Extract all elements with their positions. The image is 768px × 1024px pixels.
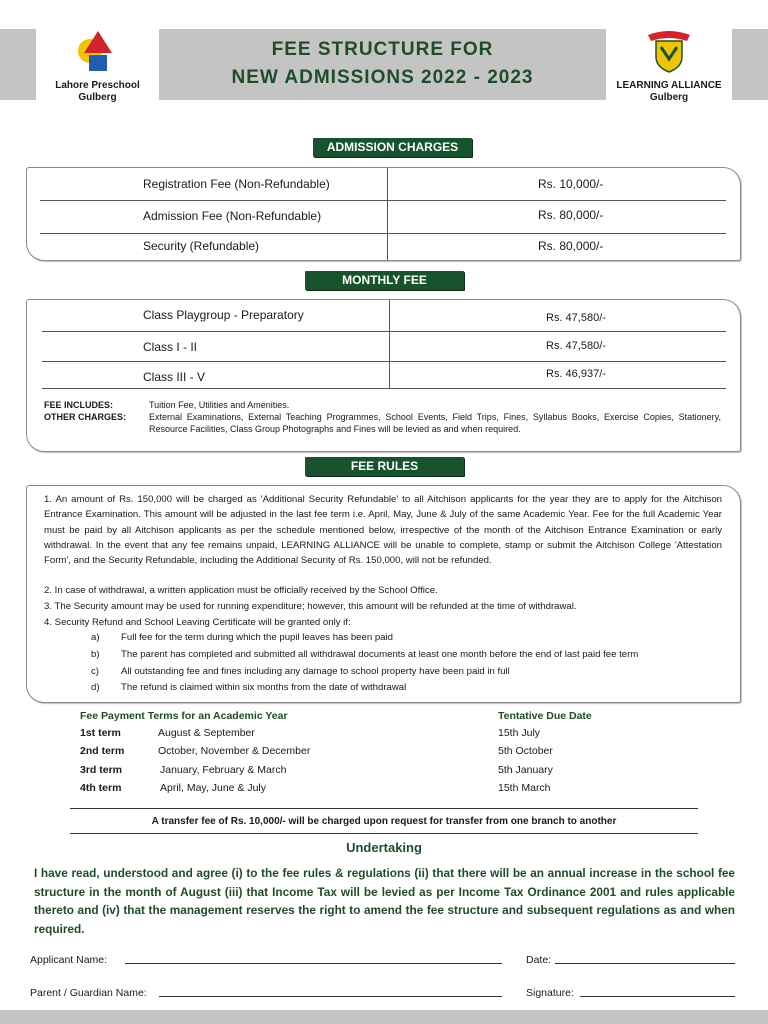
admission-divider <box>387 168 388 260</box>
term-label: 2nd term <box>80 745 125 757</box>
rule-sub-mark: b) <box>91 649 100 660</box>
divider <box>70 808 698 809</box>
page-title <box>159 29 606 100</box>
signature-line[interactable] <box>580 996 735 997</box>
row-divider <box>40 233 726 234</box>
term-label: 4th term <box>80 782 122 794</box>
applicant-name-line[interactable] <box>125 963 502 964</box>
admission-charges-heading: ADMISSION CHARGES <box>313 138 472 157</box>
guardian-name-line[interactable] <box>159 996 502 997</box>
right-logo-line1: LEARNING ALLIANCE <box>616 80 722 91</box>
term-label: 3rd term <box>80 764 123 776</box>
monthly-row-amount: Rs. 46,937/- <box>546 368 606 380</box>
monthly-row-label: Class Playgroup - Preparatory <box>143 308 304 322</box>
row-divider <box>42 361 726 362</box>
term-months: August & September <box>158 727 255 739</box>
other-charges-text: External Examinations, External Teaching Programmes, School Events, Field Trips, Fines, Syllabus Books, Exercise Copies, Stationery, Resource Facilities, Class Group Photographs and Fines will be levied as and when required. <box>149 412 721 434</box>
rule-2: 2. In case of withdrawal, a written application must be officially received by the School Office. <box>44 585 438 596</box>
applicant-name-label: Applicant Name: <box>30 954 108 966</box>
monthly-row-label: Class III - V <box>143 370 206 384</box>
date-line[interactable] <box>555 963 735 964</box>
right-logo-line2: Gulberg <box>649 92 689 103</box>
rule-3: 3. The Security amount may be used for running expenditure; however, this amount will be refunded at the time of withdrawal. <box>44 601 577 612</box>
other-charges-label: OTHER CHARGES: <box>44 412 127 422</box>
left-logo-line2: Gulberg <box>78 92 117 103</box>
row-divider <box>42 388 726 389</box>
rule-sub-mark: c) <box>91 666 99 677</box>
learning-alliance-crest-icon <box>644 29 694 73</box>
monthly-row-amount: Rs. 47,580/- <box>546 312 606 324</box>
undertaking-heading: Undertaking <box>346 840 422 855</box>
guardian-name-label: Parent / Guardian Name: <box>30 987 147 999</box>
monthly-row-amount: Rs. 47,580/- <box>546 340 606 352</box>
fee-rules-heading: FEE RULES <box>305 457 464 476</box>
rule-sub-text: Full fee for the term during which the pupil leaves has been paid <box>121 632 393 643</box>
undertaking-text: I have read, understood and agree (i) to the fee rules & regulations (ii) that there will be an annual increase in the school fee structure in the month of August (iii) that Income Tax will be levied as per Income Tax Ordinance 2001 and rules applicable thereto and (iv) that the management reserves the right to amend the fee structure and subsequent regulations as and when required. <box>34 866 735 937</box>
term-months: April, May, June & July <box>160 782 267 794</box>
divider <box>70 833 698 834</box>
right-logo <box>606 29 732 103</box>
title-line-1: FEE STRUCTURE FOR <box>271 39 494 60</box>
admission-charges-panel <box>26 167 741 261</box>
transfer-note: A transfer fee of Rs. 10,000/- will be charged upon request for transfer from one branch to another <box>151 816 617 827</box>
fee-includes-text: Tuition Fee, Utilities and Amenities. <box>149 400 290 410</box>
term-due: 15th July <box>498 727 541 739</box>
left-logo-line1: Lahore Preschool <box>55 80 140 91</box>
admission-row-label: Registration Fee (Non-Refundable) <box>143 177 330 191</box>
term-due: 5th October <box>498 745 553 757</box>
fee-includes-label: FEE INCLUDES: <box>44 400 114 410</box>
rule-sub-mark: d) <box>91 682 100 693</box>
monthly-fee-heading: MONTHLY FEE <box>305 271 464 290</box>
term-due: 5th January <box>498 764 553 776</box>
admission-row-label: Security (Refundable) <box>143 239 260 253</box>
row-divider <box>40 200 726 201</box>
left-logo <box>36 29 159 103</box>
header-bar-left <box>0 29 36 100</box>
admission-row-amount: Rs. 80,000/- <box>538 208 604 222</box>
rule-sub-text: All outstanding fee and fines including any damage to school property have been paid in full <box>121 666 510 677</box>
rule-sub-text: The refund is claimed within six months from the date of withdrawal <box>121 682 407 693</box>
admission-row-label: Admission Fee (Non-Refundable) <box>143 209 322 223</box>
rule-sub-mark: a) <box>91 632 100 643</box>
rule-1: 1. An amount of Rs. 150,000 will be charged as 'Additional Security Refundable' to all Aitchison applicants for the year they are to apply for the Aitchison Entrance Examination. This amount will be adjusted in the last fee term i.e. April, May, June & July of the same Academic Year. Fee for the full Academic Year must be paid by all Aitchison applicants as per the schedule mentioned below, irrespective of the month of the Aitchison Entrance Examination or early withdrawal. In the event that any fee remains unpaid, LEARNING ALLIANCE will be unable to complete, stamp or submit the Aitchison College 'Attestation Form', and the Security Refundable, including the Additional Security of Rs. 150,000, will not be refunded. <box>44 494 722 567</box>
admission-row-amount: Rs. 80,000/- <box>538 239 604 253</box>
rule-4: 4. Security Refund and School Leaving Certificate will be granted only if: <box>44 617 351 628</box>
monthly-row-label: Class I - II <box>143 340 198 354</box>
admission-row-amount: Rs. 10,000/- <box>538 177 604 191</box>
monthly-divider <box>389 300 390 389</box>
date-label: Date: <box>526 954 552 966</box>
footer-bar <box>0 1010 768 1024</box>
term-due: 15th March <box>498 782 551 794</box>
row-divider <box>42 331 726 332</box>
term-months: January, February & March <box>160 764 287 776</box>
title-line-2: NEW ADMISSIONS 2022 - 2023 <box>231 67 534 88</box>
term-months: October, November & December <box>158 745 311 757</box>
signature-label: Signature: <box>526 987 574 999</box>
preschool-logo-icon <box>68 31 128 75</box>
term-label: 1st term <box>80 727 121 739</box>
due-date-heading: Tentative Due Date <box>498 710 592 722</box>
header-bar-right <box>732 29 768 100</box>
payment-terms-heading: Fee Payment Terms for an Academic Year <box>80 710 288 722</box>
rule-sub-text: The parent has completed and submitted all withdrawal documents at least one month before the end of last paid fee term <box>121 649 639 660</box>
